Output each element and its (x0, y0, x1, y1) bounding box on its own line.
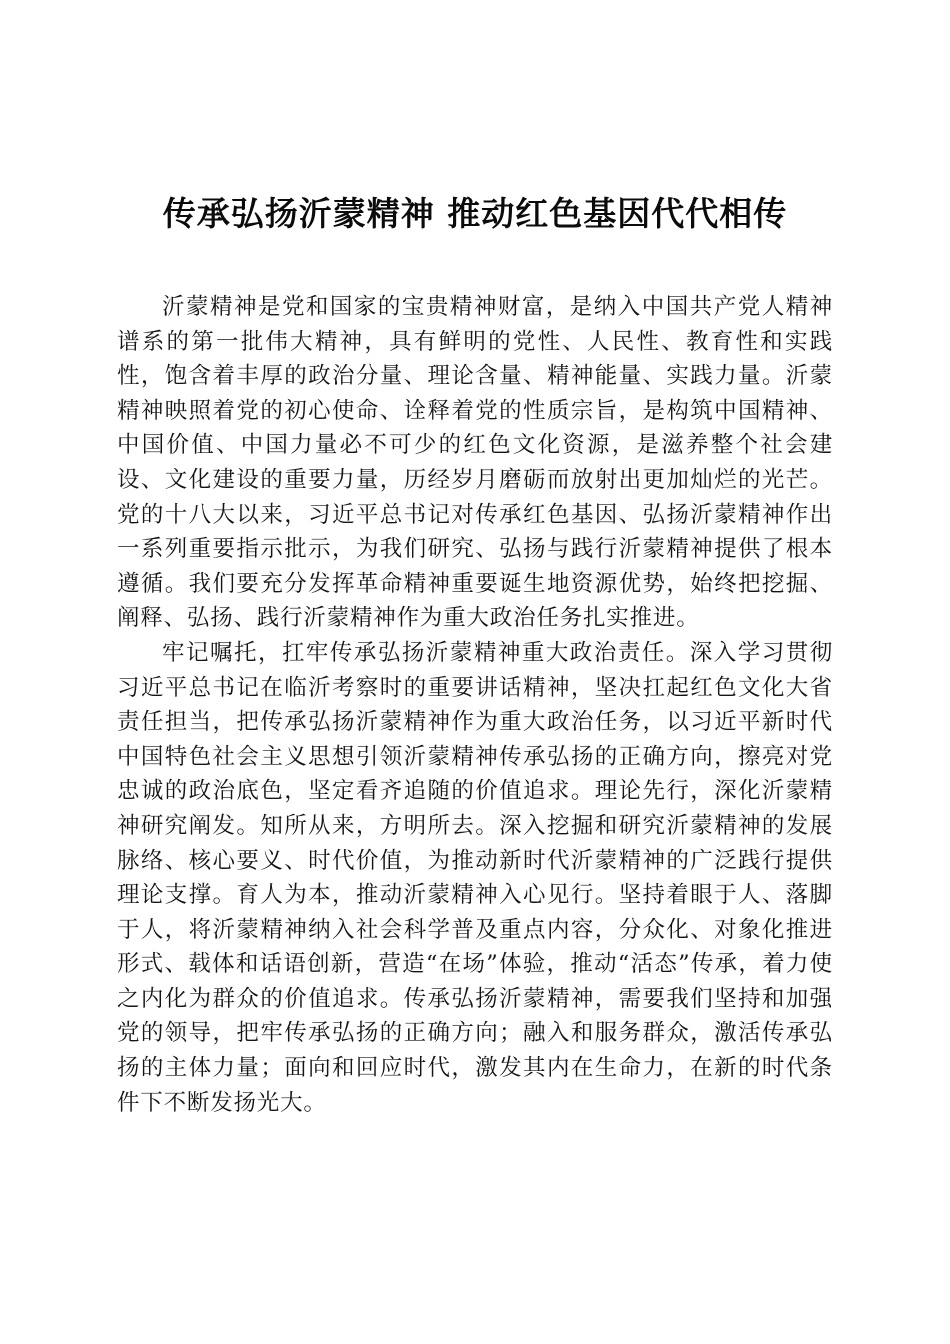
body-paragraph-2: 牢记嘱托，扛牢传承弘扬沂蒙精神重大政治责任。深入学习贯彻习近平总书记在临沂考察时的重要讲话精神，坚决扛起红色文化大省责任担当，把传承弘扬沂蒙精神作为重大政治任务，以习近平新时代中国特色社会主义思想引领沂蒙精神传承弘扬的正确方向，擦亮对党忠诚的政治底色，坚定看齐追随的价值追求。理论先行，深化沂蒙精神研究阐发。知所从来，方明所去。深入挖掘和研究沂蒙精神的发展脉络、核心要义、时代价值，为推动新时代沂蒙精神的广泛践行提供理论支撑。育人为本，推动沂蒙精神入心见行。坚持着眼于人、落脚于人，将沂蒙精神纳入社会科学普及重点内容，分众化、对象化推进形式、载体和话语创新，营造“在场”体验，推动“活态”传承，着力使之内化为群众的价值追求。传承弘扬沂蒙精神，需要我们坚持和加强党的领导，把牢传承弘扬的正确方向；融入和服务群众，激活传承弘扬的主体力量；面向和回应时代，激发其内在生命力，在新的时代条件下不断发扬光大。 (117, 639, 833, 1116)
document-title: 传承弘扬沂蒙精神 推动红色基因代代相传 (162, 194, 788, 233)
document-body (117, 290, 833, 1120)
body-paragraph-1: 沂蒙精神是党和国家的宝贵精神财富，是纳入中国共产党人精神谱系的第一批伟大精神，具有鲜明的党性、人民性、教育性和实践性，饱含着丰厚的政治分量、理论含量、精神能量、实践力量。沂蒙精神映照着党的初心使命、诠释着党的性质宗旨，是构筑中国精神、中国价值、中国力量必不可少的红色文化资源，是滋养整个社会建设、文化建设的重要力量，历经岁月磨砺而放射出更加灿烂的光芒。党的十八大以来，习近平总书记对传承红色基因、弘扬沂蒙精神作出一系列重要指示批示，为我们研究、弘扬与践行沂蒙精神提供了根本遵循。我们要充分发挥革命精神重要诞生地资源优势，始终把挖掘、阐释、弘扬、践行沂蒙精神作为重大政治任务扎实推进。 (117, 294, 833, 632)
